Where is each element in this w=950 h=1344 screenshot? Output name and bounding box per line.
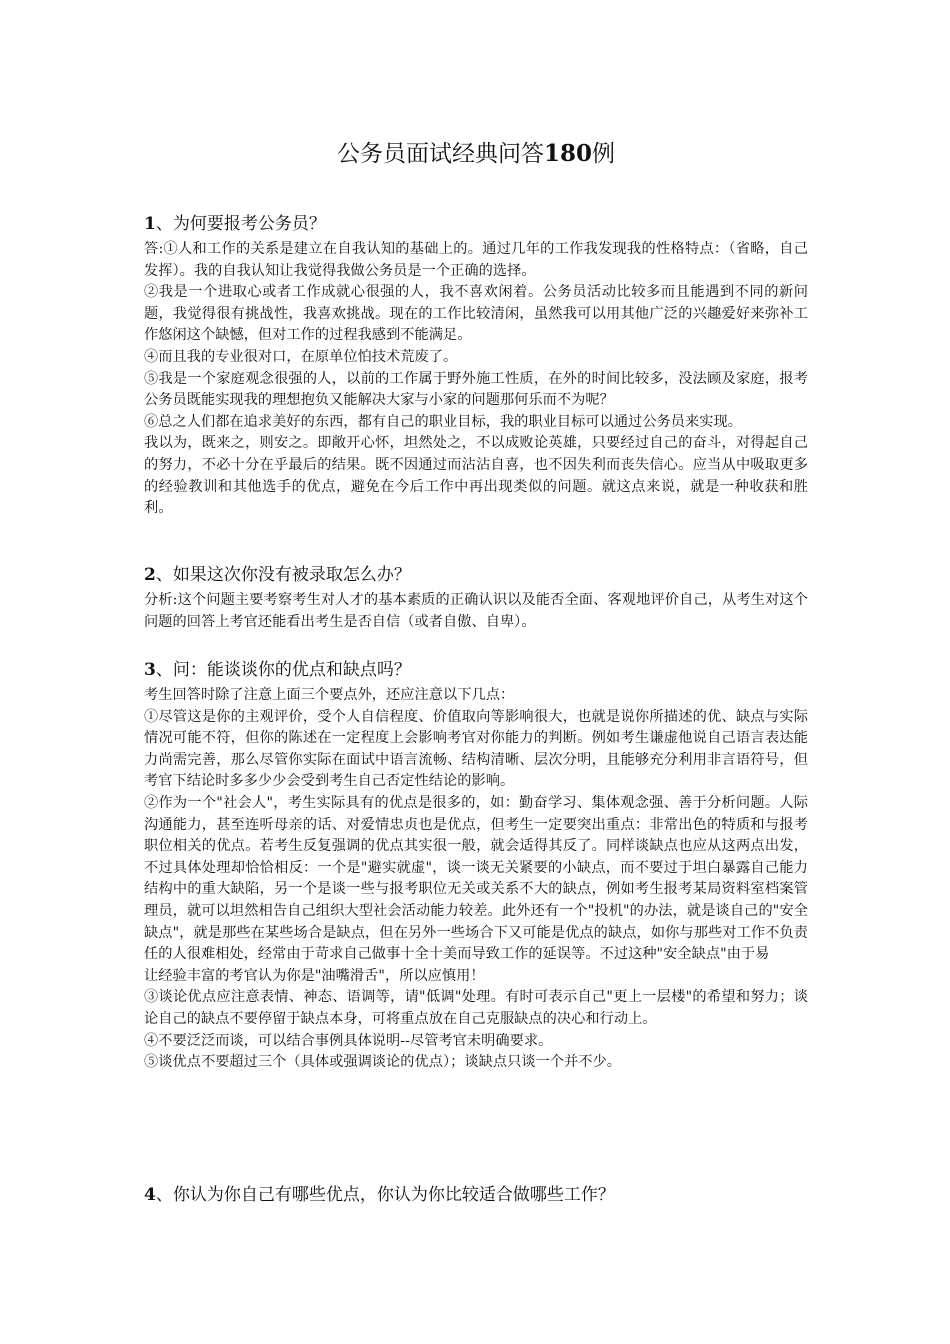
- answer-paragraph: 分析:这个问题主要考察考生对人才的基本素质的正确认识以及能否全面、客观地评价自己，从考生对这个问题的回答上考官还能看出考生是否自信（或者自傲、自卑）。: [144, 592, 808, 630]
- answer-paragraph: 考生回答时除了注意上面三个要点外，还应注意以下几点：: [144, 687, 515, 703]
- answer-paragraph: ③谈论优点应注意表情、神态、语调等，请"低调"处理。有时可表示自己"更上一层楼"的希望和努力；谈论自己的缺点不要停留于缺点本身，可将重点放在自己克服缺点的决心和行动上。: [144, 989, 808, 1027]
- question-number: 2: [144, 565, 156, 585]
- question-number: 4: [144, 1185, 156, 1205]
- answer-paragraph: ⑤谈优点不要超过三个（具体或强调谈论的优点）；谈缺点只谈一个并不少。: [144, 1054, 621, 1071]
- answer-paragraph: ⑤我是一个家庭观念很强的人，以前的工作属于野外施工性质，在外的时间比较多，没法顾及家庭，报考公务员既能实现我的理想抱负又能解决大家与小家的问题那何乐而不为呢？: [144, 370, 808, 409]
- question-3-section: [144, 657, 808, 1074]
- question-text: 、你认为你自己有哪些优点，你认为你比较适合做哪些工作？: [155, 1185, 615, 1205]
- answer-paragraph: 答:①人和工作的关系是建立在自我认知的基础上的。通过几年的工作我发现我的性格特点：（省略，自己发挥）。我的自我认知让我觉得我做公务员是一个正确的选择。: [144, 241, 808, 279]
- title-prefix: 公务员面试经典问答: [336, 141, 544, 167]
- answer-paragraph: ⑥总之人们都在追求美好的东西，都有自己的职业目标，我的职业目标可以通过公务员来实现。: [144, 413, 742, 430]
- page-title: [144, 137, 808, 171]
- answer-paragraph: 让经验丰富的考官认为你是"油嘴滑舌"，所以应慎用！: [144, 967, 485, 984]
- answer-paragraph: ④而且我的专业很对口，在原单位怕技术荒废了。: [144, 348, 458, 365]
- question-number: 3: [144, 660, 156, 680]
- question-1-section: [144, 211, 808, 520]
- question-text: 、问：能谈谈你的优点和缺点吗？: [155, 660, 411, 680]
- question-4-heading: [144, 1182, 808, 1208]
- question-number: 1: [144, 214, 156, 234]
- title-number: 180: [543, 140, 592, 167]
- answer-paragraph: 我以为，既来之，则安之。即敞开心怀，坦然处之，不以成败论英雄，只要经过自己的奋斗，对得起自己的努力，不必十分在乎最后的结果。既不因通过而沾沾自喜，也不因失利而丧失信心。应当从中吸取更多的经验教训和其他选手的优点，避免在今后工作中再出现类似的问题。就这点来说，就是一种收获和胜利。: [144, 435, 808, 517]
- question-2-section: [144, 562, 808, 633]
- answer-paragraph: ②我是一个进取心或者工作成就心很强的人，我不喜欢闲着。公务员活动比较多而且能遇到不同的新问题，我觉得很有挑战性，我喜欢挑战。现在的工作比较清闲，虽然我可以用其他广泛的兴趣爱好来弥补工作悠闲这个缺憾，但对工作的过程我感到不能满足。: [144, 284, 808, 344]
- question-2-heading: [144, 562, 808, 588]
- question-1-heading: [144, 211, 808, 237]
- question-4-section: [144, 1182, 808, 1210]
- question-text: 、如果这次你没有被录取怎么办？: [155, 565, 411, 585]
- answer-paragraph: ④不要泛泛而谈，可以结合事例具体说明--尽管考官未明确要求。: [144, 1032, 553, 1049]
- title-suffix: 例: [592, 141, 615, 167]
- question-3-heading: [144, 657, 808, 683]
- answer-paragraph: ②作为一个"社会人"，考生实际具有的优点是很多的，如：勤奋学习、集体观念强、善于分析问题。人际沟通能力，甚至连听母亲的话、对爱情忠贞也是优点，但考生一定要突出重点：非常出色的特质和与报考职位相关的优点。若考生反复强调的优点其实很一般，就会适得其反了。同样谈缺点也应从这两点出发，不过具体处理却恰恰相反：一个是"避实就虚"，谈一谈无关紧要的小缺点，而不要过于坦白暴露自己能力结构中的重大缺陷，另一个是谈一些与报考职位无关或关系不大的缺点，例如考生报考某局资料室档案管理员，就可以坦然相告自己组织大型社会活动能力较差。此外还有一个"投机"的办法，就是谈自己的"安全缺点"，就是那些在某些场合是缺点，但在另外一些场合下又可能是优点的缺点，如你与那些对工作不负责任的人很难相处，经常由于苛求自己做事十全十美而导致工作的延误等。不过这种"安全缺点"由于易: [144, 794, 808, 963]
- answer-paragraph: ①尽管这是你的主观评价，受个人自信程度、价值取向等影响很大，也就是说你所描述的优、缺点与实际情况可能不符，但你的陈述在一定程度上会影响考官对你能力的判断。例如考生谦虚他说自己语言表达能力尚需完善，那么尽管你实际在面试中语言流畅、结构清晰、层次分明，且能够充分利用非言语符号，但考官下结论时多多少少会受到考生自己否定性结论的影响。: [144, 708, 808, 790]
- question-text: 、为何要报考公务员？: [155, 214, 326, 234]
